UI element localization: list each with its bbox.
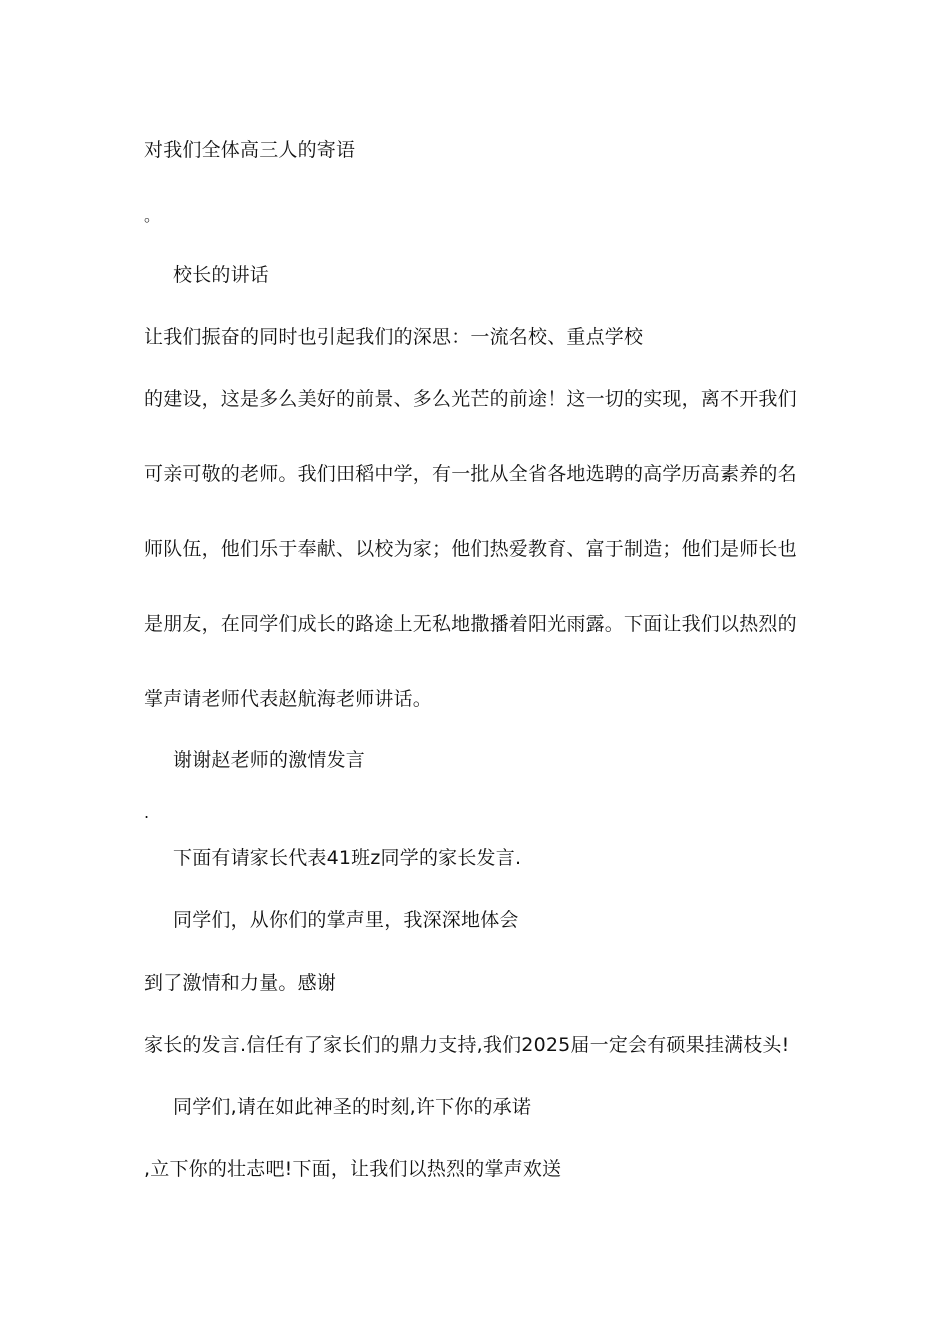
paragraph-line: ,立下你的壮志吧!下面，让我们以热烈的掌声欢送	[144, 1158, 562, 1180]
paragraph-line: 家长的发言.信任有了家长们的鼎力支持,我们2025届一定会有硕果挂满枝头!	[144, 1034, 790, 1056]
document-heading: 对我们全体高三人的寄语	[144, 139, 356, 161]
paragraph-line: 到了激情和力量。感谢	[144, 972, 337, 994]
paragraph-line: 让我们振奋的同时也引起我们的深思：一流名校、重点学校	[144, 326, 644, 348]
paragraph-line: 校长的讲话	[173, 264, 270, 286]
paragraph-line: 同学们,请在如此神圣的时刻,许下你的承诺	[173, 1096, 532, 1118]
paragraph-line: 是朋友，在同学们成长的路途上无私地撒播着阳光雨露。下面让我们以热烈的	[144, 613, 797, 635]
paragraph-line: 的建设，这是多么美好的前景、多么光芒的前途！这一切的实现，离不开我们	[144, 388, 797, 410]
paragraph-line: 可亲可敬的老师。我们田稻中学，有一批从全省各地选聘的高学历高素养的名	[144, 463, 797, 485]
paragraph-line: 同学们，从你们的掌声里，我深深地体会	[173, 909, 519, 931]
paragraph-line: 师队伍，他们乐于奉献、以校为家；他们热爱教育、富于制造；他们是师长也	[144, 538, 797, 560]
paragraph-line: 下面有请家长代表41班z同学的家长发言.	[173, 847, 522, 869]
paragraph-line: 掌声请老师代表赵航海老师讲话。	[144, 688, 433, 710]
paragraph-line: 。	[144, 206, 161, 225]
paragraph-line: .	[144, 803, 150, 822]
paragraph-line: 谢谢赵老师的激情发言	[173, 749, 366, 771]
